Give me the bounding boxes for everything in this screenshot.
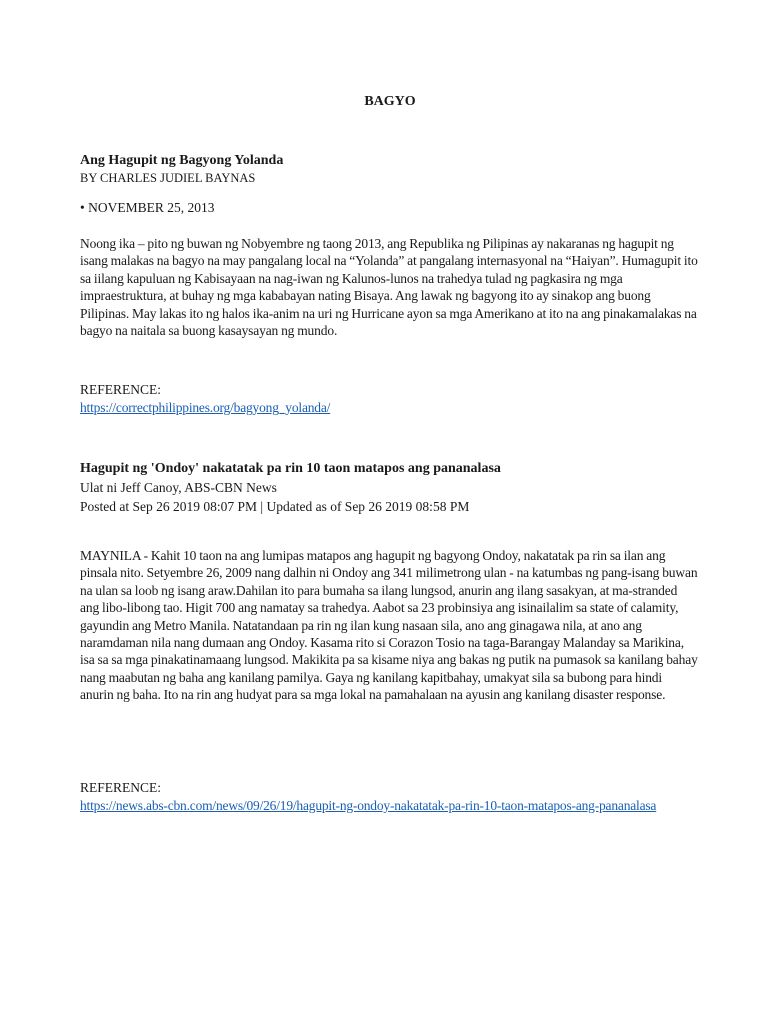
article-ondoy-reference — [80, 778, 700, 815]
article-ondoy-heading: Hagupit ng 'Ondoy' nakatatak pa rin 10 taon matapos ang pananalasa — [80, 461, 501, 476]
article-ondoy-posted: Posted at Sep 26 2019 08:07 PM | Updated as of Sep 26 2019 08:58 PM — [80, 499, 470, 514]
article-yolanda-date: • NOVEMBER 25, 2013 — [80, 200, 215, 215]
reference-label: REFERENCE: — [80, 780, 162, 795]
reference-link-ondoy[interactable]: https://news.abs-cbn.com/news/09/26/19/hagupit-ng-ondoy-nakatatak-pa-rin-10-taon-matapos-ang-pananalasa — [80, 798, 657, 813]
document-title: BAGYO — [364, 94, 416, 109]
article-yolanda-body-block — [80, 235, 698, 339]
article-yolanda-header — [80, 152, 700, 187]
article-yolanda-date-block — [80, 198, 700, 217]
reference-link-yolanda[interactable]: https://correctphilippines.org/bagyong_yolanda/ — [80, 400, 331, 415]
article-ondoy-header — [80, 460, 700, 516]
article-yolanda-heading: Ang Hagupit ng Bagyong Yolanda — [80, 153, 284, 168]
reference-label: REFERENCE: — [80, 382, 162, 397]
article-yolanda-reference — [80, 380, 700, 417]
article-ondoy-body-block — [80, 547, 698, 704]
article-ondoy-author: Ulat ni Jeff Canoy, ABS-CBN News — [80, 480, 277, 495]
article-yolanda-byline: BY CHARLES JUDIEL BAYNAS — [80, 171, 256, 185]
article-yolanda-body: Noong ika – pito ng buwan ng Nobyembre ng taong 2013, ang Republika ng Pilipinas ay nakaranas ng hagupit ng isang malakas na bagyo na may pangalang local na “Yolanda” at pangalang internasyonal na “Haiyan”. Humagupit ito sa iilang kapuluan ng Kabisayaan na nag-iwan ng Kalunos-lunos na trahedya tulad ng pagkasira ng mga impraestruktura, at buhay ng mga kababayan nating Bisaya. Ang lawak ng bagyong ito ay sinakop ang buong Pilipinas. May lakas ito ng halos ika-anim na uri ng Hurricane ayon sa mga Amerikano at ito na ang pinakamalakas na bagyo na naitala sa buong kasaysayan ng mundo. — [80, 236, 698, 339]
article-ondoy-body: MAYNILA - Kahit 10 taon na ang lumipas matapos ang hagupit ng bagyong Ondoy, nakatatak pa rin sa ilan ang pinsala nito. Setyembre 26, 2009 nang dalhin ni Ondoy ang 341 milimetrong ulan - na katumbas ng pang-isang buwan na ulan sa loob ng isang araw.Dahilan ito para bumaha sa ilang lungsod, anurin ang ilang sasakyan, at ma-stranded ang libo-libong tao. Higit 700 ang namatay sa trahedya. Aabot sa 23 probinsiya ang isinailalim sa state of calamity, gayundin ang Metro Manila. Natatandaan pa rin ng ilan kung nasaan sila, ano ang ginagawa nila, at ano ang naramdaman nila nang dumaan ang Ondoy. Kasama rito si Corazon Tosio na taga-Barangay Malanday sa Marikina, isa sa sa mga pinakatinamaang lungsod. Makikita pa sa kisame niya ang bakas ng putik na pumasok sa kanilang bahay nang maabutan ng baha ang kanilang pamilya. Gaya ng kanilang kapitbahay, umakyat sila sa bubong para hindi anurin ng baha. Ito na rin ang hudyat para sa mga lokal na pamahalaan na ayusin ang kanilang disaster response. — [80, 548, 698, 703]
